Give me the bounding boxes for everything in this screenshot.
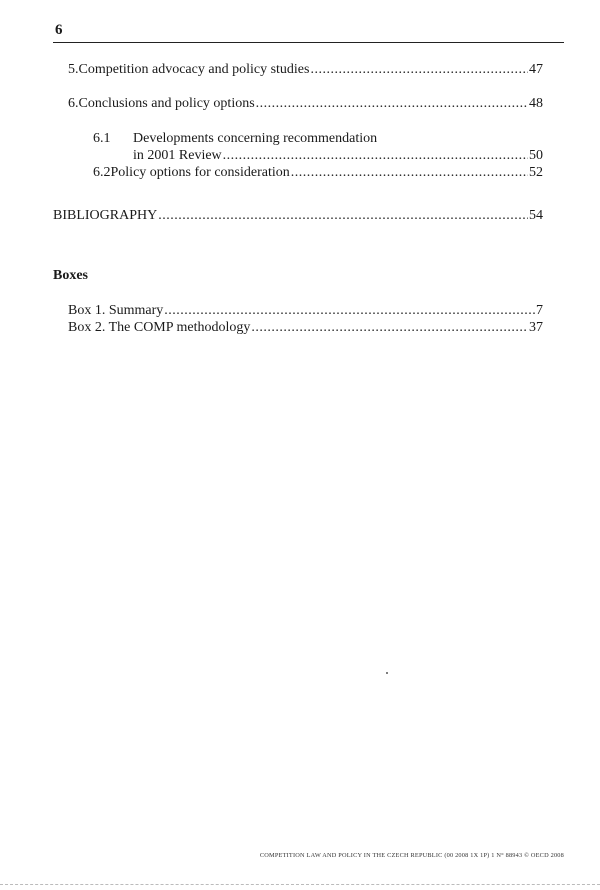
boxes-heading: Boxes bbox=[53, 268, 88, 283]
dot-leader bbox=[310, 61, 528, 78]
toc-entry-box-1[interactable] bbox=[68, 302, 543, 319]
toc-title: Conclusions and policy options bbox=[78, 96, 255, 111]
toc-page-number: 47 bbox=[529, 62, 543, 77]
toc-title: Competition advocacy and policy studies bbox=[78, 62, 310, 77]
toc-page-number: 37 bbox=[529, 320, 543, 335]
toc-entry-subsection-6-1[interactable] bbox=[93, 130, 543, 164]
toc-entry-box-2[interactable] bbox=[68, 319, 543, 336]
toc-title: Policy options for consideration bbox=[110, 165, 290, 180]
toc-entry-section-6[interactable] bbox=[68, 95, 543, 112]
page-number: 6 bbox=[55, 22, 63, 38]
toc-entry-subsection-6-2[interactable] bbox=[93, 164, 543, 181]
page-footer: COMPETITION LAW AND POLICY IN THE CZECH REPUBLIC (00 2008 1X 1P) 1 N° 88943 © OECD 2008 bbox=[259, 852, 564, 859]
toc-title-line-2: in 2001 Review bbox=[133, 148, 222, 163]
toc-page-number: 48 bbox=[529, 96, 543, 111]
toc-number: 6. bbox=[68, 96, 79, 111]
toc-title: Box 2. The COMP methodology bbox=[68, 320, 251, 335]
toc-number: 6.2 bbox=[93, 165, 111, 180]
dot-leader bbox=[223, 147, 528, 164]
toc-entry-bibliography[interactable] bbox=[53, 207, 543, 224]
toc-page-number: 50 bbox=[529, 148, 543, 163]
dot-leader bbox=[251, 319, 528, 336]
bottom-edge-line bbox=[0, 884, 600, 885]
toc-number: 5. bbox=[68, 62, 79, 77]
toc-page-number: 52 bbox=[529, 165, 543, 180]
toc-page-number: 7 bbox=[536, 303, 543, 318]
header-rule bbox=[53, 42, 564, 43]
toc-title: BIBLIOGRAPHY bbox=[53, 208, 158, 223]
dot-leader bbox=[164, 302, 535, 319]
dot-leader bbox=[256, 95, 528, 112]
toc-title-line-1: Developments concerning recommendation bbox=[133, 131, 378, 146]
scan-speck bbox=[386, 672, 388, 674]
toc-entry-section-5[interactable] bbox=[68, 61, 543, 78]
toc-number: 6.1 bbox=[93, 131, 111, 146]
dot-leader bbox=[291, 164, 528, 181]
dot-leader bbox=[158, 207, 528, 224]
toc-title: Box 1. Summary bbox=[68, 303, 164, 318]
toc-page-number: 54 bbox=[529, 208, 543, 223]
